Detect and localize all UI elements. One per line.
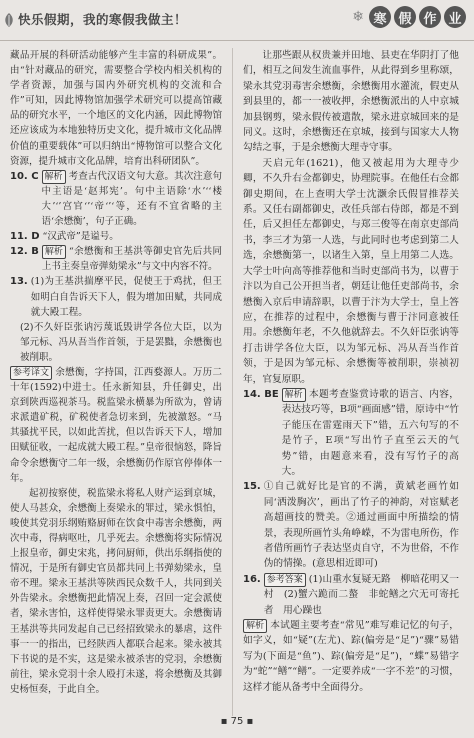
answer-text: “汉武帝”是谥号。 [42, 231, 119, 243]
reference-translation [10, 365, 222, 486]
answer-text: 本题考查鉴赏诗歌的语言、内容，表达技巧等，B项“画面感”错，原诗中“竹子能压在雷霆雨天下”错，五六句写的不是竹子，E项“写出竹子直至云天的气势”错，由题意来看，没有写竹子的高大。 [281, 388, 459, 477]
section-tag: 参考译文 [10, 366, 52, 380]
answer-item [243, 479, 459, 571]
answer-text: “余懋衡和王基洪等御史官先后共同上书主奏皇帝弹劾梁永”与文中内容不符。 [41, 246, 222, 273]
column-divider [232, 48, 233, 716]
book-title [352, 6, 466, 28]
answer-text-block [282, 387, 459, 479]
title-char: 作 [419, 6, 441, 28]
section-tag: 解析 [42, 170, 66, 184]
answer-text: (1)为王基洪揣摩平民，促使王于鸡扰，但王如明白自告诉天下人，假为增加田赋，共同成就大殿工程。 [30, 276, 222, 318]
answer-text-block [43, 229, 119, 244]
snowflake-icon: ❄ [352, 9, 364, 25]
answer-text-block [264, 479, 459, 571]
paragraph-text: 余懋衡，字持国，江西婺源人。万历二十年(1592)中进士。任永新知县，升任御史，出京到陕西巡视茶马。税监梁永横暴为所欲为，曾请求派遣矿税，矿税使者急切来到，先被激怒。“马其骚扰平民，以如此苦扰，但以告诉天下人，增加田赋征收，一起成就大殿工程。”皇帝很恼怒，降旨命令余懋衡守二年一级，余懋衡仍作原官停俸体一年。 [10, 366, 222, 484]
page-header [0, 0, 474, 41]
question-number: 15. [243, 481, 261, 493]
section-tag: 参考答案 [264, 573, 306, 587]
body-paragraph: 天启元年(1621)，他又被起用为大理寺少卿，不久升右佥都御史，协理院事。在他任右佥都御史期间，在上查明大学士沈灏余氏假冒推荐关系。又任右副都御史，改任兵部右侍郎，都是不到任，后又担任左都御史，与郑三俊等在南京吏部尚书，李三才为第一人选，与此同时也考虑到第二人选，余懋衡第一，以诸生入第，皇上用第二人选。大学士叶向高等推荐他和当时吏部尚书为，以曹于汴以为自己公开担当者，朝廷让他任吏部尚书，余懋衡入京后申请辞职，以曹于汴为大学士，皇上答应，在推荐的过程中，余懋衡与曹于汴同意被任用。余懋衡年老，不久他就辞去。不久奸臣张讷等打击讲学各位大臣，以为邹元标、冯从吾当作首领，于是因为邹元标、余懋衡等被削职，崇祯初年，官复原职。 [243, 157, 459, 385]
answer-text: 考查古代汉语文句大意。其次注意句中主语是‘赵邦宪’。句中主语除‘水’‘‘楼大’‘’宫官‘’‘帝‘’‘等，还有不宜省略的主语‘余懋衡’，句子正确。 [41, 170, 222, 228]
answer-item [10, 274, 222, 319]
title-char: 寒 [369, 6, 391, 28]
body-paragraph: (2)不久奸臣张讷污蔑诋毁讲学各位大臣，以为邹元标、冯从吾当作首领，于是罢黜，余懋衡也被削职。 [20, 321, 222, 363]
answer-item [243, 387, 459, 479]
leaf-icon [3, 12, 15, 28]
answer-text-block [31, 274, 222, 319]
question-number: 13. [10, 276, 28, 288]
paragraph-text: 本试题主要考查“常见”难写难记忆的句子，如字义，如“疑”(左尤)、踪(偏旁是“足”)“骤”易错写为(下面是“鱼”)、踪(偏旁是“足”)，“蝶”易错字为“蛇”“鳝”“鳝”。一定要养成“一字不差”的习惯，这样才能从备考中全面得分。 [243, 620, 459, 693]
answer-item [10, 244, 222, 274]
answer-text-block [42, 244, 222, 274]
answer-item [243, 572, 459, 618]
answer-item [10, 169, 222, 229]
title-char: 假 [394, 6, 416, 28]
title-char: 业 [444, 6, 466, 28]
question-number: 14. BE [243, 388, 279, 400]
answer-text-block [264, 572, 459, 618]
section-tag: 解析 [243, 619, 267, 633]
right-column [243, 48, 459, 695]
body-paragraph: 藏品开展的科研活动能够产生丰富的科研成果”。由“针对藏品的研究，需要整合学校内相关机构的学者资源，加强与国内外研究机构的交流和合作”可知，因此博物馆加强学术研究可以提高馆藏品的研究水平，一个地区的文化内涵，因此博物馆还应该成为本地独特历史文化，提升城市文化品牌价值的重要载体”可以归纳出“博物馆可以整合文化资源，提升城市文化品牌，培育出科研团队”。 [10, 50, 222, 167]
left-column [10, 48, 222, 697]
analysis-paragraph [243, 618, 459, 695]
answer-text-block [42, 169, 222, 229]
question-number: 16. [243, 573, 261, 585]
question-number: 12. B [10, 246, 39, 258]
section-tag: 解析 [282, 388, 306, 402]
answer-text: ①自己就好比是官的不满，黄斌老画竹如同‘洒泼胸次’，画出了竹子的神韵，对宦赋老高超画技的赞美。②通过画面中所描绘的情景，表现所画竹头角峥嵘，不为雷电所伤，作者借所画竹子表达坚贞自守，不为世俗，不作伪的情操。(意思相近即可) [263, 481, 459, 570]
question-number: 11. D [10, 231, 40, 243]
body-paragraph: 起初按察使，税监梁永将私人财产运到京城，使人马甚众，余懋衡上奏梁永的罪过，梁永惧怕，唆使其党羽乐纲贿赂厨师在饮食中毒害余懋衡，两次中毒，得病呕吐，几乎死去。余懋衡将实际情况上报皇帝，御史宋兆，拷问厨师，供出乐纲指使的情况，于是所有御史官员都共同上书弹劾梁永，皇帝不理。梁永王基洪等陕西民众数千人，共同到关外告梁永。余懋衡把此情况上奏，召回一定会派使者，梁永害怕，这样使得梁永罪责更大。余懋衡请王基洪等共同发起自己已经招致梁永的暴虐，这件事一一的指出，已经陕西人都联合起来。梁永被其下书说的是不实，这是梁永被杀害的党羽，余懋衡前往，梁永党羽十余人殴打未遂，将余懋衡及其御史杨恒奏，于此自全。 [10, 487, 222, 695]
answer-text: (1)山重水复疑无路 柳暗花明又一村 (2)蟹六跪而二螯 非蛇鳝之穴无可寄托者 用心躁也 [263, 573, 459, 616]
body-paragraph: 让那些跟从权贵兼并田地、县吏在华阴打了他们，相互之间发生流血事件，从此得到乡里称颂，梁永其党羽毒害余懋衡，余懋衡用水灌流，假吏从到县里的，都一一被收押，余懋衡派出的人中京城加县钢剪，梁永假传被遣散，梁永进京城回来的是同义。这时，余懋衡还在京城，接到与国家大人物勾结之事，于是余懋衡大理寺守事。 [243, 50, 459, 154]
header-slogan: 快乐假期，我的寒假我做主！ [18, 12, 188, 27]
page-number: ▪ 75 ▪ [220, 716, 254, 727]
question-number: 10. C [10, 170, 39, 182]
section-tag: 解析 [42, 245, 66, 259]
answer-item [10, 229, 222, 244]
